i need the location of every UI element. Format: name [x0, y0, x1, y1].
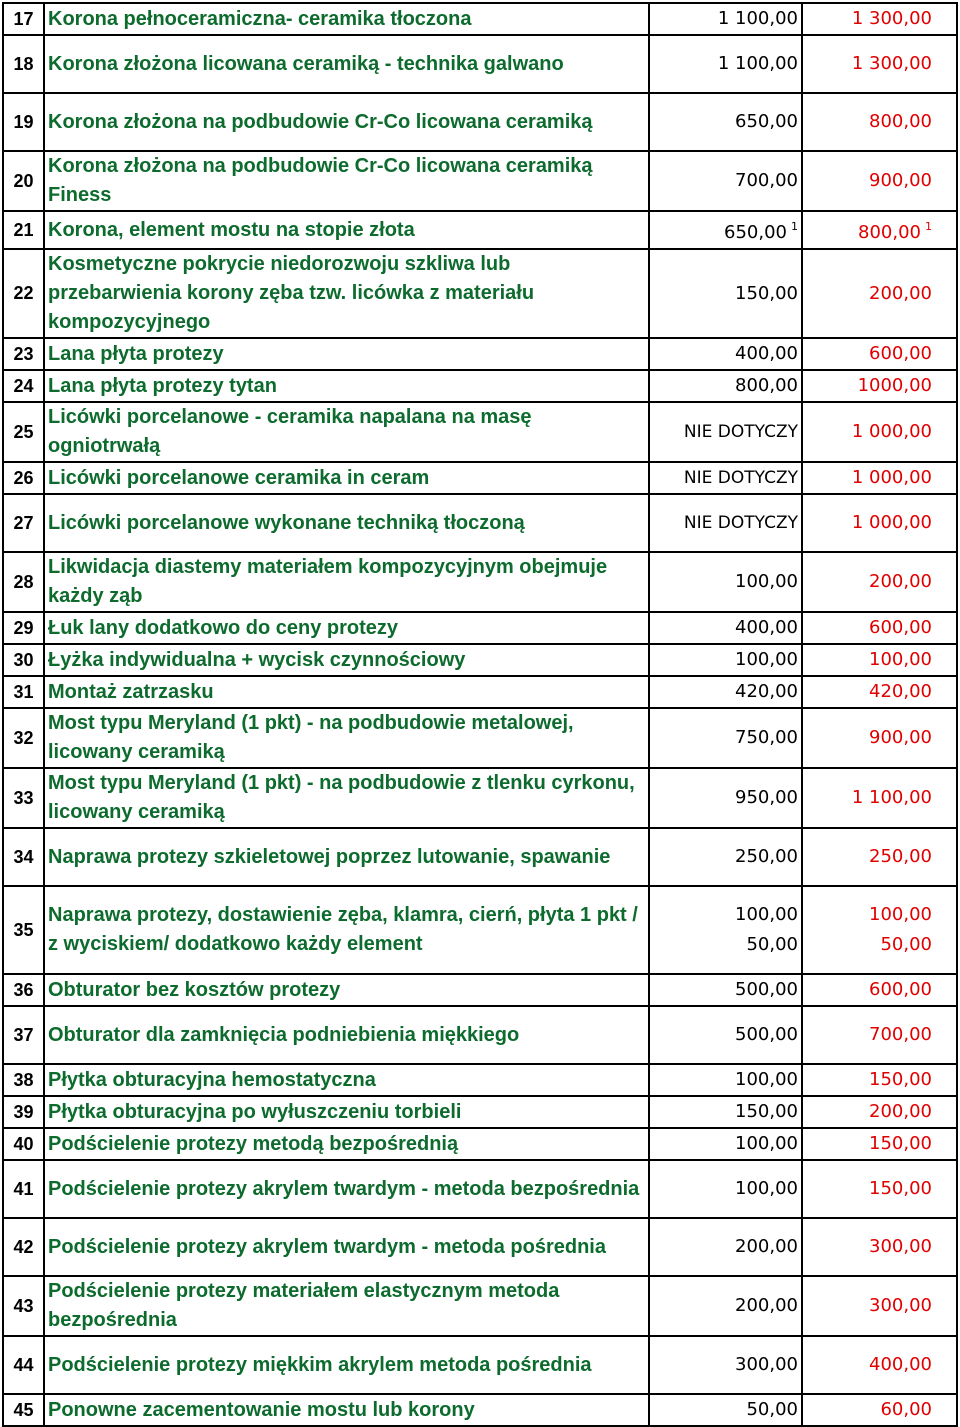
- price-basic-value: 100,00: [735, 1133, 798, 1154]
- price-basic-value: NIE DOTYCZY: [683, 468, 798, 488]
- price-extended-value: 1 300,00: [851, 8, 932, 29]
- service-description: Ponowne zacementowanie mostu lub korony: [44, 1394, 649, 1426]
- price-basic-value: 750,00: [735, 727, 798, 748]
- price-basic: [649, 886, 802, 974]
- table-row: [3, 676, 957, 708]
- price-basic: [649, 494, 802, 552]
- price-extended: [802, 249, 957, 338]
- price-basic-value: 50,00: [746, 1399, 798, 1420]
- service-description: Korona złożona licowana ceramiką - technika galwano: [44, 35, 649, 93]
- row-number: 37: [3, 1006, 44, 1064]
- table-row: [3, 93, 957, 151]
- service-description: Podścielenie protezy materiałem elastycznym metoda bezpośrednia: [44, 1276, 649, 1336]
- price-extended-value: 1000,00: [857, 375, 932, 396]
- service-description: Kosmetyczne pokrycie niedorozwoju szkliwa lub przebarwienia korony zęba tzw. licówka z materiału kompozycyjnego: [44, 249, 649, 338]
- price-extended-value: 300,00: [869, 1236, 932, 1257]
- price-basic-value: 100,00: [735, 571, 798, 592]
- price-extended: [802, 1096, 957, 1128]
- service-description: Lana płyta protezy tytan: [44, 370, 649, 402]
- price-extended: [802, 211, 957, 249]
- row-number: 20: [3, 151, 44, 211]
- row-number: 32: [3, 708, 44, 768]
- price-extended: [802, 93, 957, 151]
- service-description: Licówki porcelanowe - ceramika napalana na masę ogniotrwałą: [44, 402, 649, 462]
- row-number: 22: [3, 249, 44, 338]
- price-basic-value: 1 100,00: [717, 53, 798, 74]
- price-extended: [802, 338, 957, 370]
- service-description: Podścielenie protezy miękkim akrylem metoda pośrednia: [44, 1336, 649, 1394]
- price-basic-value: 200,00: [735, 1236, 798, 1257]
- row-number: 33: [3, 768, 44, 828]
- price-extended-value: 250,00: [869, 846, 932, 867]
- price-basic: [649, 151, 802, 211]
- table-row: [3, 402, 957, 462]
- row-number: 42: [3, 1218, 44, 1276]
- row-number: 26: [3, 462, 44, 494]
- price-extended-value: 1 300,00: [851, 53, 932, 74]
- service-description: Naprawa protezy szkieletowej poprzez lutowanie, spawanie: [44, 828, 649, 886]
- price-basic-value: 420,00: [735, 681, 798, 702]
- price-basic: [649, 828, 802, 886]
- price-extended-value: 1 100,00: [851, 787, 932, 808]
- service-description: Licówki porcelanowe wykonane techniką tłoczoną: [44, 494, 649, 552]
- price-basic-value: 150,00: [735, 282, 798, 304]
- price-basic: [649, 35, 802, 93]
- price-basic: [649, 1064, 802, 1096]
- price-basic-value: 250,00: [735, 846, 798, 867]
- price-extended: [802, 1160, 957, 1218]
- row-number: 19: [3, 93, 44, 151]
- price-extended: [802, 402, 957, 462]
- row-number: 25: [3, 402, 44, 462]
- price-basic: [649, 1276, 802, 1336]
- service-description: Licówki porcelanowe ceramika in ceram: [44, 462, 649, 494]
- row-number: 35: [3, 886, 44, 974]
- row-number: 28: [3, 552, 44, 612]
- price-extended: [802, 828, 957, 886]
- price-extended: [802, 1218, 957, 1276]
- row-number: 45: [3, 1394, 44, 1426]
- service-description: Most typu Meryland (1 pkt) - na podbudowie z tlenku cyrkonu, licowany ceramiką: [44, 768, 649, 828]
- footnote-marker: 1: [791, 220, 798, 233]
- price-extended-value: 400,00: [869, 1354, 932, 1375]
- service-description: Obturator bez kosztów protezy: [44, 974, 649, 1006]
- price-extended: [802, 1336, 957, 1394]
- table-row: [3, 886, 957, 974]
- price-basic-value: NIE DOTYCZY: [683, 513, 798, 533]
- row-number: 31: [3, 676, 44, 708]
- price-extended: [802, 151, 957, 211]
- service-description: Montaż zatrzasku: [44, 676, 649, 708]
- table-row: [3, 3, 957, 35]
- price-basic-value: 100,00: [735, 904, 798, 925]
- price-basic: [649, 3, 802, 35]
- row-number: 39: [3, 1096, 44, 1128]
- service-description: Likwidacja diastemy materiałem kompozycyjnym obejmuje każdy ząb: [44, 552, 649, 612]
- table-row: [3, 552, 957, 612]
- row-number: 34: [3, 828, 44, 886]
- price-extended: [802, 462, 957, 494]
- price-extended: [802, 1064, 957, 1096]
- row-number: 18: [3, 35, 44, 93]
- price-extended-value: 300,00: [869, 1295, 932, 1316]
- price-extended-value: 1 000,00: [851, 467, 932, 488]
- price-extended-value: 600,00: [869, 617, 932, 638]
- row-number: 29: [3, 612, 44, 644]
- table-row: [3, 35, 957, 93]
- price-extended-value: 800,00: [858, 222, 921, 243]
- row-number: 21: [3, 211, 44, 249]
- price-basic: [649, 211, 802, 249]
- price-extended-value: 100,00: [869, 649, 932, 670]
- service-description: Podścielenie protezy metodą bezpośrednią: [44, 1128, 649, 1160]
- price-basic: [649, 974, 802, 1006]
- price-basic: [649, 612, 802, 644]
- table-row: [3, 462, 957, 494]
- table-row: [3, 612, 957, 644]
- price-basic: [649, 768, 802, 828]
- service-description: Naprawa protezy, dostawienie zęba, klamra, cierń, płyta 1 pkt / z wyciskiem/ dodatkowo każdy element: [44, 886, 649, 974]
- price-table-body: [3, 3, 957, 1426]
- price-extended-value: 60,00: [880, 1399, 932, 1420]
- table-row: [3, 370, 957, 402]
- row-number: 23: [3, 338, 44, 370]
- price-basic: [649, 1218, 802, 1276]
- price-extended-extra-value: 50,00: [880, 934, 932, 955]
- service-description: Lana płyta protezy: [44, 338, 649, 370]
- price-basic-value: NIE DOTYCZY: [683, 422, 798, 442]
- price-basic-value: 150,00: [735, 1101, 798, 1122]
- price-basic: [649, 249, 802, 338]
- row-number: 38: [3, 1064, 44, 1096]
- row-number: 24: [3, 370, 44, 402]
- price-extended-value: 1 000,00: [851, 421, 932, 442]
- service-description: Łyżka indywidualna + wycisk czynnościowy: [44, 644, 649, 676]
- price-table: [2, 2, 958, 1427]
- row-number: 27: [3, 494, 44, 552]
- price-extended-value: 800,00: [869, 111, 932, 132]
- price-extended: [802, 768, 957, 828]
- price-basic: [649, 644, 802, 676]
- price-extended: [802, 3, 957, 35]
- price-extended: [802, 1276, 957, 1336]
- price-basic-value: 400,00: [735, 343, 798, 364]
- service-description: Obturator dla zamknięcia podniebienia miękkiego: [44, 1006, 649, 1064]
- table-row: [3, 974, 957, 1006]
- price-extended-value: 150,00: [869, 1069, 932, 1090]
- price-basic: [649, 370, 802, 402]
- price-extended: [802, 35, 957, 93]
- price-basic-value: 500,00: [735, 979, 798, 1000]
- service-description: Korona pełnoceramiczna- ceramika tłoczona: [44, 3, 649, 35]
- table-row: [3, 338, 957, 370]
- price-extended: [802, 886, 957, 974]
- price-basic: [649, 462, 802, 494]
- price-basic: [649, 1128, 802, 1160]
- row-number: 17: [3, 3, 44, 35]
- price-basic-value: 500,00: [735, 1024, 798, 1045]
- price-basic: [649, 1006, 802, 1064]
- price-basic-value: 650,00: [724, 222, 787, 243]
- price-basic-extra-value: 50,00: [746, 934, 798, 955]
- price-basic-value: 400,00: [735, 617, 798, 638]
- service-description: Podścielenie protezy akrylem twardym - metoda pośrednia: [44, 1218, 649, 1276]
- price-extended: [802, 708, 957, 768]
- price-extended: [802, 974, 957, 1006]
- price-extended: [802, 1128, 957, 1160]
- service-description: Most typu Meryland (1 pkt) - na podbudowie metalowej, licowany ceramiką: [44, 708, 649, 768]
- price-extended: [802, 494, 957, 552]
- price-extended-value: 700,00: [869, 1024, 932, 1045]
- row-number: 43: [3, 1276, 44, 1336]
- service-description: Korona złożona na podbudowie Cr-Co licowana ceramiką: [44, 93, 649, 151]
- price-basic: [649, 676, 802, 708]
- price-extended: [802, 676, 957, 708]
- price-extended: [802, 612, 957, 644]
- price-basic-value: 200,00: [735, 1295, 798, 1316]
- table-row: [3, 1394, 957, 1426]
- table-row: [3, 1336, 957, 1394]
- table-row: [3, 151, 957, 211]
- table-row: [3, 1006, 957, 1064]
- table-row: [3, 249, 957, 338]
- price-basic: [649, 708, 802, 768]
- footnote-marker: 1: [925, 220, 932, 233]
- service-description: Płytka obturacyjna po wyłuszczeniu torbieli: [44, 1096, 649, 1128]
- price-extended: [802, 370, 957, 402]
- service-description: Podścielenie protezy akrylem twardym - metoda bezpośrednia: [44, 1160, 649, 1218]
- price-basic-value: 300,00: [735, 1354, 798, 1375]
- table-row: [3, 1128, 957, 1160]
- price-basic: [649, 1336, 802, 1394]
- price-extended-value: 150,00: [869, 1133, 932, 1154]
- price-extended-value: 150,00: [869, 1178, 932, 1199]
- price-basic: [649, 1160, 802, 1218]
- price-extended-value: 100,00: [869, 904, 932, 925]
- row-number: 30: [3, 644, 44, 676]
- table-row: [3, 494, 957, 552]
- table-row: [3, 1064, 957, 1096]
- row-number: 40: [3, 1128, 44, 1160]
- price-extended-value: 200,00: [869, 282, 932, 304]
- service-description: Korona złożona na podbudowie Cr-Co licowana ceramiką Finess: [44, 151, 649, 211]
- table-row: [3, 644, 957, 676]
- price-basic-value: 1 100,00: [717, 8, 798, 29]
- price-extended: [802, 644, 957, 676]
- price-extended: [802, 1394, 957, 1426]
- price-basic: [649, 1096, 802, 1128]
- price-extended: [802, 552, 957, 612]
- price-extended-value: 200,00: [869, 571, 932, 592]
- table-row: [3, 1096, 957, 1128]
- price-extended-value: 600,00: [869, 979, 932, 1000]
- price-basic-value: 100,00: [735, 1178, 798, 1199]
- table-row: [3, 211, 957, 249]
- price-extended-value: 200,00: [869, 1101, 932, 1122]
- price-extended-value: 600,00: [869, 343, 932, 364]
- price-basic: [649, 402, 802, 462]
- table-row: [3, 708, 957, 768]
- price-basic: [649, 1394, 802, 1426]
- price-extended-value: 900,00: [869, 170, 932, 191]
- price-basic-value: 700,00: [735, 170, 798, 191]
- row-number: 44: [3, 1336, 44, 1394]
- price-basic-value: 950,00: [735, 787, 798, 808]
- table-row: [3, 1160, 957, 1218]
- price-basic-value: 650,00: [735, 111, 798, 132]
- price-basic: [649, 552, 802, 612]
- table-row: [3, 828, 957, 886]
- service-description: Łuk lany dodatkowo do ceny protezy: [44, 612, 649, 644]
- price-extended-value: 900,00: [869, 727, 932, 748]
- table-row: [3, 1276, 957, 1336]
- service-description: Korona, element mostu na stopie złota: [44, 211, 649, 249]
- table-row: [3, 768, 957, 828]
- row-number: 41: [3, 1160, 44, 1218]
- table-row: [3, 1218, 957, 1276]
- price-extended: [802, 1006, 957, 1064]
- service-description: Płytka obturacyjna hemostatyczna: [44, 1064, 649, 1096]
- price-basic-value: 100,00: [735, 1069, 798, 1090]
- row-number: 36: [3, 974, 44, 1006]
- price-extended-value: 420,00: [869, 681, 932, 702]
- price-basic-value: 100,00: [735, 649, 798, 670]
- price-extended-value: 1 000,00: [851, 512, 932, 533]
- price-basic: [649, 338, 802, 370]
- price-basic-value: 800,00: [735, 375, 798, 396]
- price-basic: [649, 93, 802, 151]
